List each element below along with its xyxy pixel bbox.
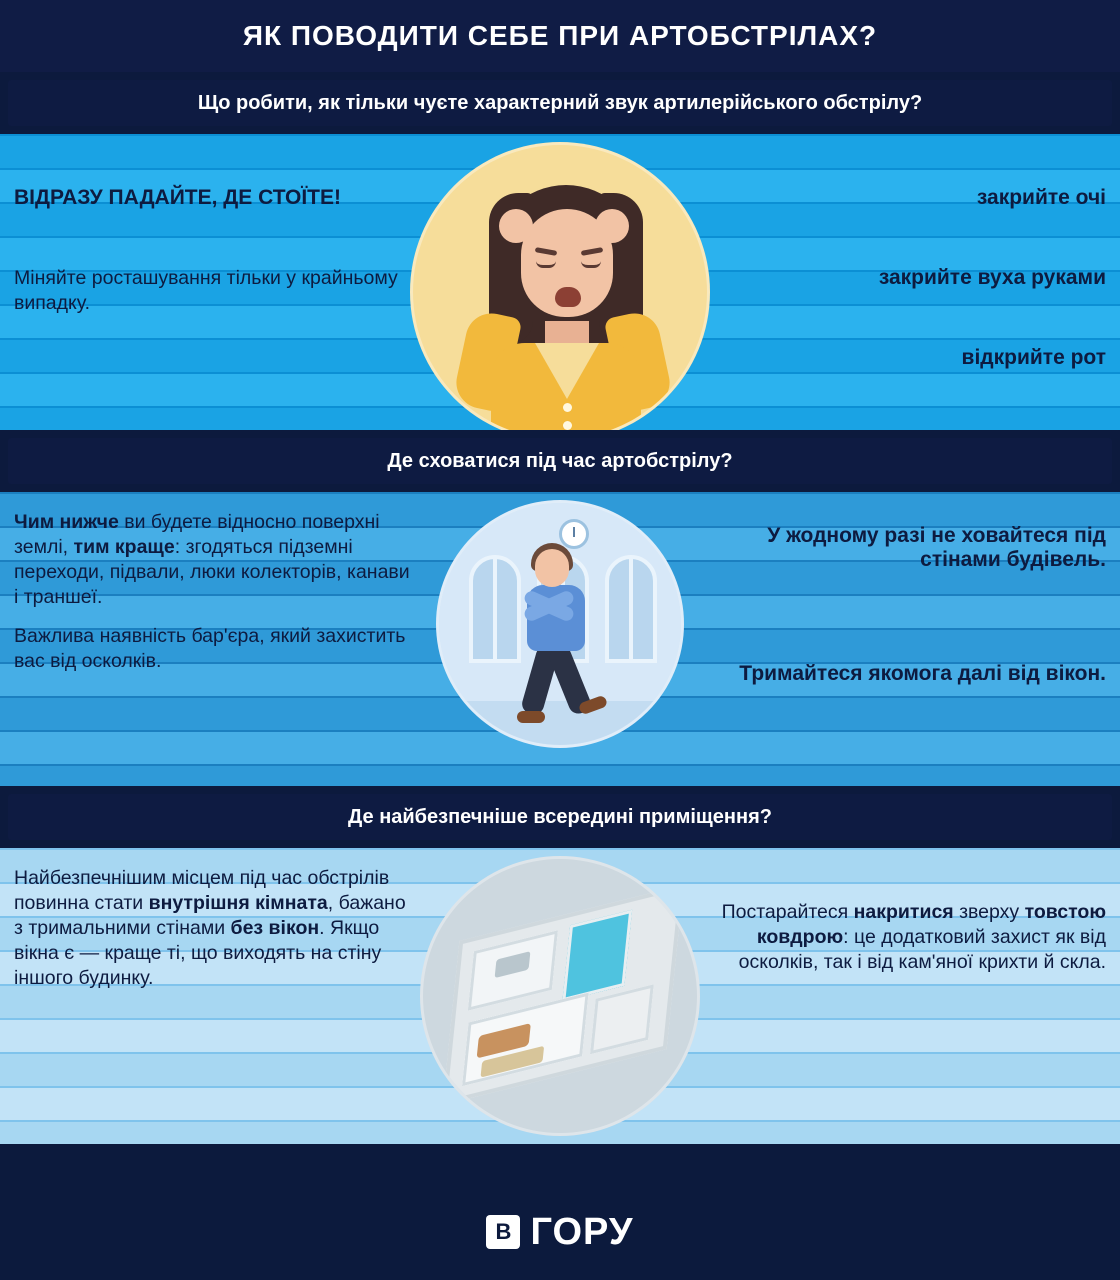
- page-title: ЯК ПОВОДИТИ СЕБЕ ПРИ АРТОБСТРІЛАХ?: [0, 0, 1120, 72]
- logo-mark-icon: В: [486, 1215, 520, 1249]
- section-2-body: [0, 492, 1120, 786]
- barrier-importance-text: Важлива наявність бар'єра, який захистить вас від осколків.: [14, 624, 406, 672]
- section-3-heading: Де найбезпечніше всередині приміщення?: [8, 794, 1112, 840]
- fall-down-immediately-text: ВІДРАЗУ ПАДАЙТЕ, ДЕ СТОЇТЕ!: [14, 186, 342, 209]
- section-3-body: [0, 848, 1120, 1144]
- cover-ears-text: закрийте вуха руками: [878, 266, 1106, 289]
- logo-wordmark: ГОРУ: [530, 1210, 634, 1253]
- section-1-right-column: [694, 134, 1120, 430]
- open-mouth-text: відкрийте рот: [961, 346, 1106, 369]
- woman-covering-ears-illustration: [410, 142, 710, 430]
- section-1-left-column: [0, 134, 426, 430]
- person-running-indoors-illustration: [436, 500, 684, 748]
- section-1-body: [0, 134, 1120, 430]
- inner-room-text: Найбезпечнішим місцем під час обстрілів повинна стати внутрішня кімната, бажано з тримальними стінами без вікон. Якщо вікна є — краще ті, що виходять на стіну іншого будинку.: [14, 867, 406, 989]
- lower-is-better-text: Чим нижче ви будете відносно поверхні землі, тим краще: згодяться підземні переходи, підвали, люки колекторів, канави і траншеї.: [14, 511, 410, 608]
- footer: [0, 1184, 1120, 1280]
- close-eyes-text: закрийте очі: [976, 186, 1106, 209]
- cover-with-blanket-text: Постарайтеся накритися зверху товстою ковдрою: це додатковий захист як від осколків, так і від кам'яної крихти й скла.: [721, 901, 1106, 973]
- section-3-left-column: [0, 848, 426, 1144]
- do-not-hide-near-walls-text: У жодному разі не ховайтеся під стінами будівель.: [767, 524, 1106, 571]
- section-1-illustration-area: [426, 134, 695, 430]
- section-3-illustration-area: [426, 848, 695, 1144]
- clock-icon: [559, 519, 589, 549]
- section-2-right-column: [694, 492, 1120, 786]
- stay-away-from-windows-text: Тримайтеся якомога далі від вікон.: [739, 662, 1106, 685]
- change-position-text: Міняйте росташування тільки у крайньому випадку.: [14, 267, 398, 314]
- section-2-left-column: [0, 492, 426, 786]
- apartment-floorplan-isometric-illustration: [420, 856, 700, 1136]
- section-1-heading: Що робити, як тільки чуєте характерний звук артилерійського обстрілу?: [8, 80, 1112, 126]
- logo[interactable]: [486, 1211, 633, 1254]
- section-2-heading: Де сховатися під час артобстрілу?: [8, 438, 1112, 484]
- section-3-right-column: [694, 848, 1120, 1144]
- section-2-illustration-area: [426, 492, 695, 786]
